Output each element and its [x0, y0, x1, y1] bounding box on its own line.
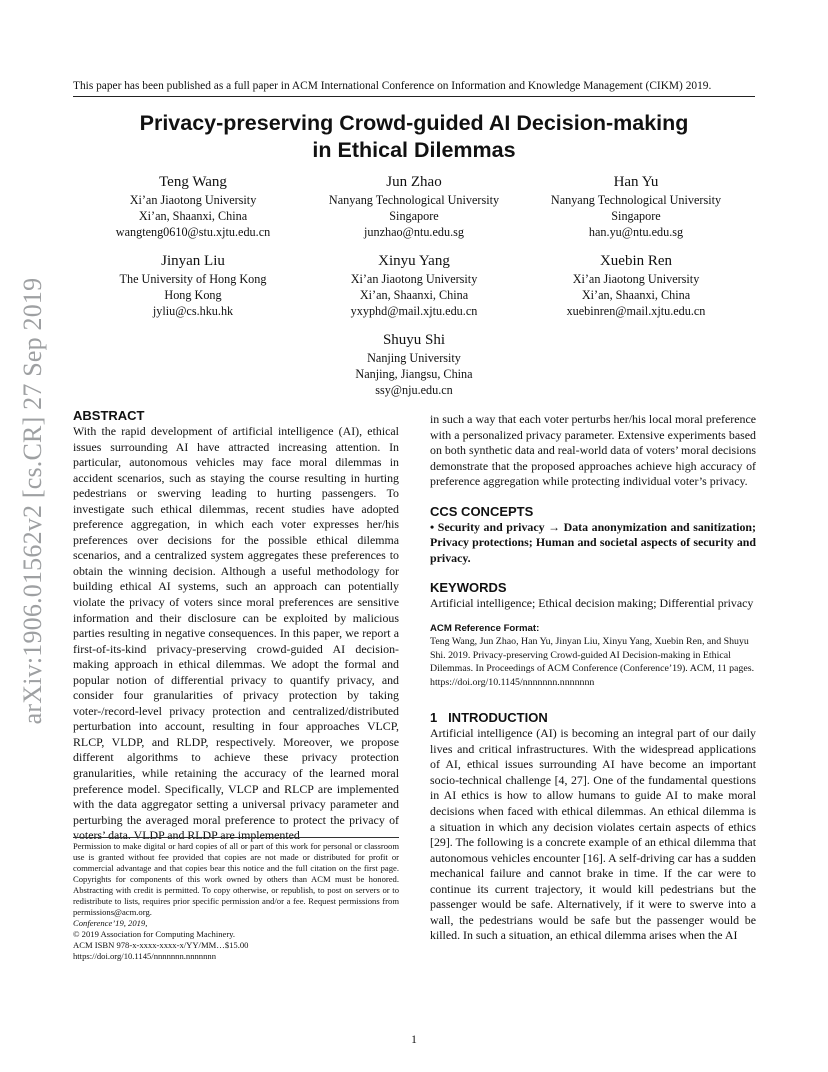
author-name: Teng Wang	[159, 174, 227, 190]
author-location: Singapore	[389, 209, 439, 224]
author-name: Xinyu Yang	[378, 253, 450, 269]
author-affiliation: Xi’an Jiaotong University	[350, 272, 478, 286]
author-name: Jun Zhao	[386, 174, 442, 190]
publication-notice: This paper has been published as a full paper in ACM International Conference on Information and Knowledge Management (CIKM) 2019.	[73, 79, 755, 97]
arxiv-stamp	[18, 262, 48, 740]
author-block	[299, 331, 529, 399]
title-line-1: Privacy-preserving Crowd-guided AI Decision-making	[139, 111, 689, 135]
permission-text: Permission to make digital or hard copies of all or part of this work for personal or classroom use is granted without fee provided that copies are not made or distributed for profit or commercial advantage and that copies bear this notice and the full citation on the first page. Copyrights for components of this work owned by others than ACM must be honored. Abstracting with credit is permitted. To copy otherwise, or republish, to post on servers or to redistribute to lists, requires prior specific permission and/or a fee. Request permissions from permissions@acm.org.	[73, 841, 399, 917]
right-column	[430, 412, 756, 944]
author-affiliation: Nanjing University	[367, 351, 461, 365]
author-affiliation: Xi’an Jiaotong University	[572, 272, 700, 286]
abstract-continuation: in such a way that each voter perturbs her/his local moral preference with a personalized privacy parameter. Extensive experiments based on both synthetic data and real-world data of voters’ moral decisions demonstrate that the proposed approaches achieve high accuracy of preference aggregation while protecting individual voter’s privacy.	[430, 412, 757, 489]
conference-line: Conference’19, 2019,	[73, 918, 148, 928]
introduction-heading: 1 INTRODUCTION	[430, 710, 548, 726]
abstract-body: With the rapid development of artificial intelligence (AI), ethical issues surrounding AI have attracted increasing attention. In particular, autonomous vehicles may face moral dilemmas in accident scenarios, such as staying the course resulting in hurting pedestrians or swerving leading to hurting passengers. To investigate such ethical dilemmas, recent studies have adopted preference aggregation, in which each voter expresses her/his preferences over decisions for the possible ethical dilemma scenarios, and a centralized system aggregates these preferences to obtain the winning decision. Although a useful methodology for building ethical AI systems, such an approach can potentially violate the privacy of voters since moral preferences are sensitive information and their disclosure can be exploited by malicious parties resulting in negative consequences. In this paper, we report a first-of-its-kind privacy-preserving crowd-guided AI decision-making approach in ethical dilemmas. We adopt the formal and popular notion of differential privacy to quantify privacy, and consider four granularities of privacy protection by taking voter-/record-level privacy protection and centralized/distributed perturbation into account, resulting in four approaches VLCP, RLCP, VLDP, and RLDP, respectively. Moreover, we propose different algorithms to achieve these privacy protection granularities, while retaining the accuracy of the learned moral preference model. Specifically, VLCP and RLCP are implemented with the data aggregator setting a universal privacy parameter and perturbing the averaged moral preference to protect the privacy of voters’ data. VLDP and RLDP are implemented	[73, 424, 399, 843]
author-affiliation: Nanyang Technological University	[328, 193, 500, 207]
author-block	[299, 252, 529, 320]
author-block	[78, 173, 308, 241]
author-email: junzhao@ntu.edu.sg	[364, 225, 464, 240]
author-location: Xi’an, Shaanxi, China	[138, 209, 248, 224]
abstract-heading: ABSTRACT	[73, 408, 145, 423]
permission-footnote	[73, 837, 399, 962]
page-number: 1	[411, 1034, 417, 1046]
author-name: Han Yu	[613, 174, 659, 190]
author-email: yxyphd@mail.xjtu.edu.cn	[350, 304, 478, 319]
author-block	[521, 252, 751, 320]
author-location: Singapore	[611, 209, 661, 224]
acm-reference-body: Teng Wang, Jun Zhao, Han Yu, Jinyan Liu, Xinyu Yang, Xuebin Ren, and Shuyu Shi. 2019. Privacy-preserving Crowd-guided AI Decision-making in Ethical Dilemmas. In Proceedings of ACM Conference (Conference’19). ACM, 11 pages. https://doi.org/10.1145/nnnnnnn.nnnnnnn	[430, 635, 755, 688]
author-email: xuebinren@mail.xjtu.edu.cn	[566, 304, 706, 319]
author-email: wangteng0610@stu.xjtu.edu.cn	[115, 225, 271, 240]
author-block	[521, 173, 751, 241]
author-location: Hong Kong	[164, 288, 222, 303]
keywords-heading: KEYWORDS	[430, 580, 507, 596]
author-name: Xuebin Ren	[599, 253, 673, 269]
author-affiliation: Nanyang Technological University	[550, 193, 722, 207]
isbn-line: ACM ISBN 978-x-xxxx-xxxx-x/YY/MM…$15.00	[73, 940, 249, 950]
author-name: Jinyan Liu	[161, 253, 225, 269]
ccs-heading: CCS CONCEPTS	[430, 503, 534, 519]
author-location: Xi’an, Shaanxi, China	[359, 288, 469, 303]
arxiv-stamp-text: arXiv:1906.01562v2 [cs.CR] 27 Sep 2019	[18, 277, 47, 725]
author-location: Nanjing, Jiangsu, China	[355, 367, 473, 382]
paper-title	[80, 110, 748, 164]
author-location: Xi’an, Shaanxi, China	[581, 288, 691, 303]
acm-reference-heading: ACM Reference Format:	[430, 622, 540, 634]
author-affiliation: The University of Hong Kong	[119, 272, 267, 286]
title-line-2: in Ethical Dilemmas	[312, 138, 516, 162]
doi-line: https://doi.org/10.1145/nnnnnnn.nnnnnnn	[73, 951, 216, 961]
author-email: jyliu@cs.hku.hk	[152, 304, 234, 319]
author-name: Shuyu Shi	[382, 332, 446, 348]
keywords-body: Artificial intelligence; Ethical decision making; Differential privacy	[430, 596, 754, 611]
introduction-body: Artificial intelligence (AI) is becoming an integral part of our daily lives and critical infrastructures. With the widespread applications of AI, ethical issues surrounding AI have become an important socio-technical challenge [4, 27]. One of the fundamental questions in AI ethics is how to allow humans to guide AI to make moral decisions when faced with ethical dilemmas. An ethical dilemma is a situation in which any decision violates certain aspects of ethics [29]. The following is a concrete example of an ethical dilemma that autonomous vehicles encounter [16]. A self-driving car has a sudden mechanical failure and cannot brake in time. If the car were to continue its current trajectory, it would kill pedestrians but the passenger would be safe. Alternatively, if it were to swerve into a wall, the pedestrians would be safe but the passenger would be killed. In such a situation, an ethical dilemma arises when the AI	[430, 726, 756, 943]
ccs-body: • Security and privacy → Data anonymization and sanitization; Privacy protections; Human and societal aspects of security and privacy.	[430, 519, 756, 565]
author-block	[299, 173, 529, 241]
left-column	[73, 407, 399, 844]
copyright-line: © 2019 Association for Computing Machinery.	[73, 929, 236, 939]
author-email: ssy@nju.edu.cn	[375, 383, 453, 398]
author-email: han.yu@ntu.edu.sg	[588, 225, 684, 240]
author-affiliation: Xi’an Jiaotong University	[129, 193, 257, 207]
author-block	[78, 252, 308, 320]
